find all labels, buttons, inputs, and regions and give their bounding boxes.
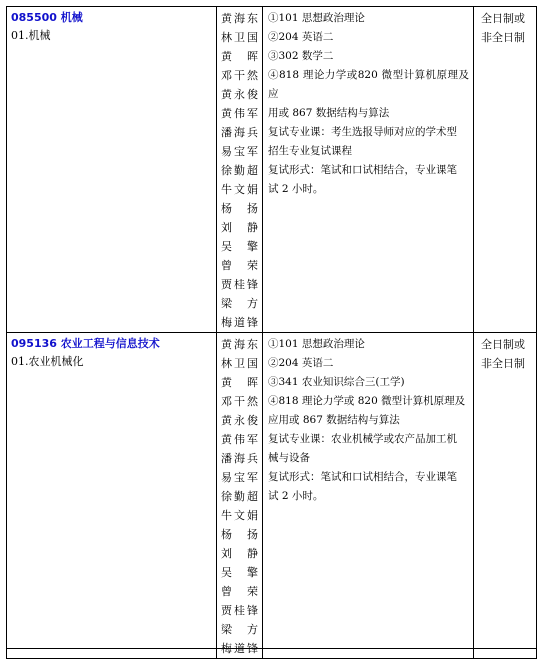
exam-subject-line: ②204 英语二 xyxy=(268,357,334,369)
major-title: 095136 农业工程与信息技术 xyxy=(11,337,160,350)
teacher-name: 黄 晖 xyxy=(221,376,258,389)
research-direction: 01.机械 xyxy=(11,29,51,42)
teacher-name: 潘海兵 xyxy=(221,126,258,139)
teacher-name: 吴 擎 xyxy=(221,566,258,579)
teacher-name: 梅道锋 xyxy=(221,642,258,655)
study-mode-cell xyxy=(474,7,537,333)
teacher-name: 曾 荣 xyxy=(221,585,258,598)
teacher-name: 林卫国 xyxy=(221,357,258,370)
exam-subject-line: 械与设备 xyxy=(268,452,310,464)
teacher-name: 易宝军 xyxy=(221,471,258,484)
teacher-name: 杨 扬 xyxy=(221,528,258,541)
teacher-name: 邓干然 xyxy=(221,69,258,82)
teacher-name: 梁 方 xyxy=(221,623,258,636)
study-mode xyxy=(474,7,536,47)
teacher-name: 刘 静 xyxy=(221,221,258,234)
exam-subject-line: ③341 农业知识综合三(工学) xyxy=(268,376,405,388)
teachers-cell xyxy=(217,333,263,659)
exam-subject-line: ③302 数学二 xyxy=(268,50,334,62)
table-row xyxy=(7,7,537,333)
teacher-name: 牛文娟 xyxy=(221,183,258,196)
teacher-list xyxy=(217,333,262,658)
teachers-cell xyxy=(217,7,263,333)
teacher-name: 黄海东 xyxy=(221,12,258,25)
exam-subject-line: 复试专业课：农业机械学或农产品加工机 xyxy=(268,433,457,445)
teacher-name: 黄永俊 xyxy=(221,414,258,427)
major-cell xyxy=(7,333,217,659)
teacher-list xyxy=(217,7,262,332)
teacher-name: 黄伟军 xyxy=(221,107,258,120)
exam-subject-line: 招生专业复试课程 xyxy=(268,145,352,157)
exam-subject-line: ①101 思想政治理论 xyxy=(268,12,365,24)
next-row-edge xyxy=(6,648,536,653)
exam-subjects-cell xyxy=(263,333,474,659)
exam-subject-line: ④818 理论力学或 820 微型计算机原理及 xyxy=(268,395,466,407)
study-mode-cell xyxy=(474,333,537,659)
teacher-name: 黄 晖 xyxy=(221,50,258,63)
exam-subject-line: 应用或 867 数据结构与算法 xyxy=(268,414,400,426)
teacher-name: 吴 擎 xyxy=(221,240,258,253)
teacher-name: 黄海东 xyxy=(221,338,258,351)
teacher-name: 杨 扬 xyxy=(221,202,258,215)
teacher-name: 徐勤超 xyxy=(221,490,258,503)
exam-subject-line: 复试专业课：考生选报导师对应的学术型 xyxy=(268,126,457,138)
teacher-name: 邓干然 xyxy=(221,395,258,408)
study-mode xyxy=(474,333,536,373)
teacher-name: 曾 荣 xyxy=(221,259,258,272)
exam-subject-line: 用或 867 数据结构与算法 xyxy=(268,107,390,119)
teacher-name: 徐勤超 xyxy=(221,164,258,177)
exam-subject-line: 复试形式：笔试和口试相结合，专业课笔 xyxy=(268,471,457,483)
teacher-name: 林卫国 xyxy=(221,31,258,44)
exam-subject-line: ④818 理论力学或820 微型计算机原理及应 xyxy=(268,69,469,100)
teacher-name: 梁 方 xyxy=(221,297,258,310)
exam-subject-line: ②204 英语二 xyxy=(268,31,334,43)
study-mode-line: 全日制或 xyxy=(481,338,525,351)
teacher-name: 黄永俊 xyxy=(221,88,258,101)
research-direction: 01.农业机械化 xyxy=(11,355,84,368)
major-title: 085500 机械 xyxy=(11,11,83,24)
teacher-name: 梅道锋 xyxy=(221,316,258,329)
study-mode-line: 非全日制 xyxy=(481,31,525,44)
exam-subjects-cell xyxy=(263,7,474,333)
table-row xyxy=(7,333,537,659)
exam-subject-list xyxy=(263,333,473,506)
study-mode-line: 非全日制 xyxy=(481,357,525,370)
teacher-name: 贾桂锋 xyxy=(221,604,258,617)
exam-subject-line: 复试形式：笔试和口试相结合，专业课笔 xyxy=(268,164,457,176)
teacher-name: 潘海兵 xyxy=(221,452,258,465)
teacher-name: 易宝军 xyxy=(221,145,258,158)
exam-subject-line: ①101 思想政治理论 xyxy=(268,338,365,350)
exam-subject-line: 试 2 小时。 xyxy=(268,183,324,195)
exam-subject-list xyxy=(263,7,473,199)
study-mode-line: 全日制或 xyxy=(481,12,525,25)
teacher-name: 贾桂锋 xyxy=(221,278,258,291)
major-cell xyxy=(7,7,217,333)
teacher-name: 刘 静 xyxy=(221,547,258,560)
admissions-table xyxy=(6,6,537,659)
exam-subject-line: 试 2 小时。 xyxy=(268,490,324,502)
teacher-name: 牛文娟 xyxy=(221,509,258,522)
teacher-name: 黄伟军 xyxy=(221,433,258,446)
